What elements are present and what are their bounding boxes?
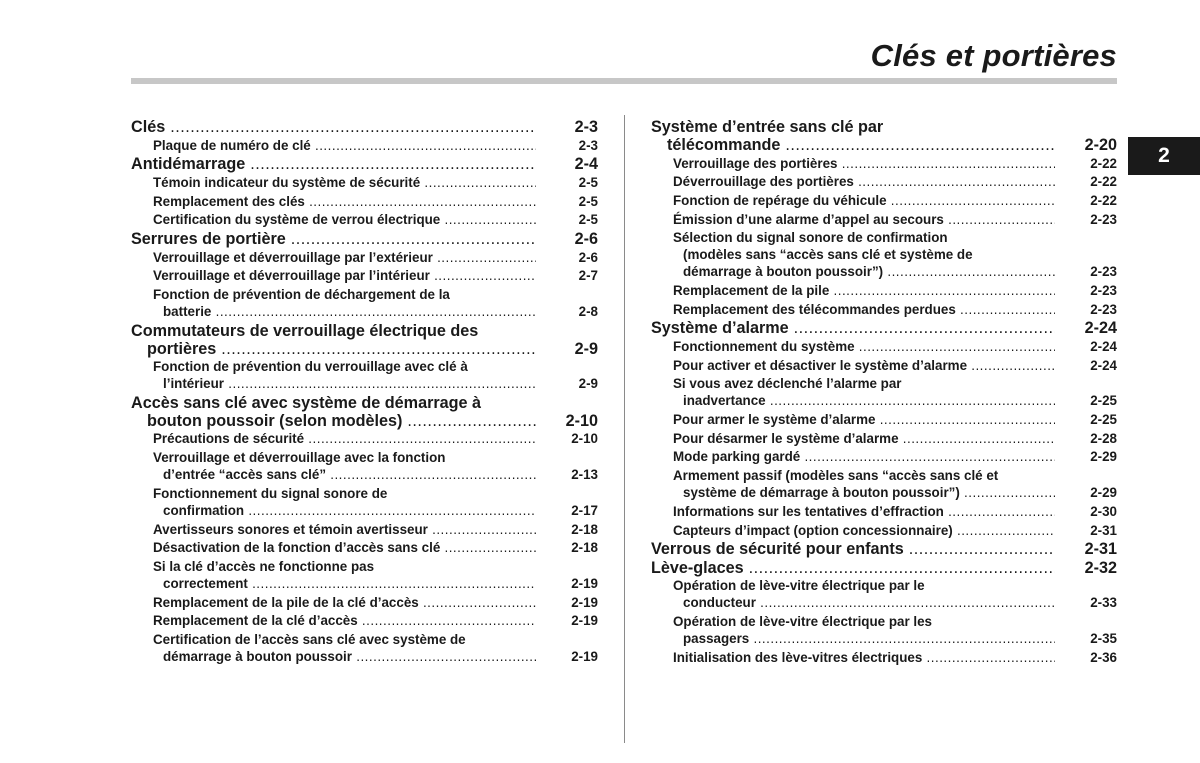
toc-entry-line: Système d’alarme ..... [651, 319, 1055, 337]
toc-section-entry[interactable] [651, 559, 1117, 577]
toc-entry-title [131, 322, 598, 358]
toc-entry-line: Avertisseurs sonores et témoin avertisseur ..... [153, 521, 536, 538]
toc-entry-line: système de démarrage à bouton poussoir”) ..... [673, 484, 1055, 501]
toc-entry-title [131, 155, 598, 173]
toc-entry-line: Verrouillage et déverrouillage par l’extérieur ..... [153, 249, 536, 266]
toc-entry-title [673, 467, 1117, 501]
toc-page-number: 2-25 [1090, 393, 1117, 409]
chapter-tab[interactable]: 2 [1128, 137, 1200, 175]
toc-entry-line: Remplacement de la clé d’accès ..... [153, 612, 536, 629]
toc-page-number: 2-20 [1084, 136, 1117, 154]
toc-subsection-entry[interactable] [673, 173, 1117, 190]
toc-entry-line: Fonction de prévention de déchargement de la [153, 286, 450, 302]
toc-entry-line: Commutateurs de verrouillage électrique des [131, 321, 479, 340]
toc-page-number: 2-32 [1084, 558, 1117, 577]
toc-page-number: 2-35 [1090, 631, 1117, 647]
toc-subsection-entry[interactable] [153, 430, 598, 447]
toc-page-number: 2-5 [578, 174, 598, 190]
toc-entry-line: Capteurs d’impact (option concessionnaire) ..... [673, 522, 1055, 539]
toc-entry-line: conducteur ..... [673, 594, 1055, 611]
toc-page-number: 2-24 [1090, 339, 1117, 354]
toc-page-number: 2-33 [1090, 595, 1117, 611]
toc-entry-line: Plaque de numéro de clé ..... [153, 137, 536, 154]
toc-subsection-entry[interactable] [153, 449, 598, 483]
toc-entry-title [673, 301, 1117, 318]
toc-entry-line: portières ..... [131, 340, 536, 358]
toc-page-number: 2-10 [565, 411, 598, 430]
toc-entry-line: Verrous de sécurité pour enfants ..... [651, 540, 1055, 558]
toc-entry-title [673, 155, 1117, 172]
toc-page-number: 2-3 [578, 137, 598, 153]
toc-page-number: 2-25 [1090, 412, 1117, 428]
toc-entry-line: Verrouillage et déverrouillage par l’intérieur ..... [153, 267, 536, 284]
toc-entry-line: passagers ..... [673, 630, 1055, 647]
toc-entry-line: Clés ..... [131, 118, 536, 136]
toc-entry-title [153, 594, 598, 611]
toc-page-number: 2-10 [571, 431, 598, 447]
toc-entry-title [673, 613, 1117, 647]
toc-entry-line: Émission d’une alarme d’appel au secours ..... [673, 211, 1055, 228]
toc-entry-title [673, 577, 1117, 611]
toc-entry-title [153, 211, 598, 228]
toc-entry-line: Initialisation des lève-vitres électriques ..... [673, 649, 1055, 666]
toc-entry-title [131, 118, 598, 136]
toc-section-entry[interactable] [131, 155, 598, 173]
toc-page-number: 2-22 [1090, 192, 1117, 208]
toc-subsection-entry[interactable] [673, 375, 1117, 409]
toc-page-number: 2-9 [578, 376, 598, 392]
toc-right-column [651, 118, 1117, 667]
toc-entry-line: d’entrée “accès sans clé” ..... [153, 466, 536, 483]
toc-page-number: 2-7 [578, 268, 598, 284]
toc-entry-line: Accès sans clé avec système de démarrage à [131, 393, 482, 412]
toc-entry-line: Fonctionnement du système ..... [673, 338, 1055, 355]
toc-page-number: 2-9 [574, 339, 598, 358]
toc-entry-line: Certification de l’accès sans clé avec système de [153, 631, 466, 647]
toc-entry-title [153, 612, 598, 629]
toc-page-number: 2-23 [1090, 283, 1117, 299]
toc-entry-title [673, 522, 1117, 539]
toc-entry-title [153, 631, 598, 665]
toc-page-number: 2-5 [578, 193, 598, 209]
toc-page-number: 2-18 [571, 540, 598, 556]
toc-entry-title [131, 230, 598, 248]
toc-entry-title [153, 249, 598, 266]
toc-entry-line: (modèles sans “accès sans clé et système de [683, 247, 973, 263]
toc-entry-line: Armement passif (modèles sans “accès sans clé et [673, 468, 999, 484]
toc-entry-line: batterie ..... [153, 303, 536, 320]
toc-page-number: 2-6 [578, 249, 598, 265]
toc-entry-title [673, 375, 1117, 409]
toc-subsection-entry[interactable] [153, 174, 598, 191]
toc-subsection-entry[interactable] [673, 211, 1117, 228]
toc-entry-title [153, 449, 598, 483]
toc-subsection-entry[interactable] [153, 485, 598, 519]
toc-subsection-entry[interactable] [153, 358, 598, 392]
toc-page-number: 2-36 [1090, 649, 1117, 665]
toc-entry-line: Remplacement des clés ..... [153, 193, 536, 210]
toc-entry-title [651, 319, 1117, 337]
toc-entry-title [673, 173, 1117, 190]
toc-subsection-entry[interactable] [673, 430, 1117, 447]
toc-entry-title [673, 282, 1117, 299]
toc-page-number: 2-22 [1090, 174, 1117, 190]
toc-entry-line: Verrouillage et déverrouillage avec la fonction [153, 450, 446, 466]
toc-section-entry[interactable] [651, 319, 1117, 337]
toc-entry-line: Opération de lève-vitre électrique par le [673, 578, 925, 594]
toc-subsection-entry[interactable] [153, 193, 598, 210]
toc-entry-title [673, 192, 1117, 209]
toc-entry-line: Antidémarrage ..... [131, 155, 536, 173]
toc-entry-line: Fonctionnement du signal sonore de [153, 485, 388, 501]
toc-subsection-entry[interactable] [673, 229, 1117, 280]
toc-entry-line: Serrures de portière ..... [131, 230, 536, 248]
toc-page-number: 2-17 [571, 502, 598, 518]
toc-entry-line: Si la clé d’accès ne fonctionne pas [153, 558, 375, 574]
toc-entry-title [673, 503, 1117, 520]
toc-entry-line: Informations sur les tentatives d’effraction ..... [673, 503, 1055, 520]
toc-section-entry[interactable] [651, 540, 1117, 558]
toc-entry-title [153, 539, 598, 556]
toc-entry-line: l’intérieur ..... [153, 375, 536, 392]
toc-entry-line: Remplacement de la pile ..... [673, 282, 1055, 299]
toc-page-number: 2-5 [578, 212, 598, 228]
toc-entry-line: Pour armer le système d’alarme ..... [673, 411, 1055, 428]
toc-page-number: 2-4 [574, 155, 598, 174]
toc-subsection-entry[interactable] [153, 631, 598, 665]
toc-page-number: 2-18 [571, 521, 598, 537]
toc-entry-title [673, 430, 1117, 447]
toc-subsection-entry[interactable] [153, 558, 598, 592]
toc-page-number: 2-24 [1090, 357, 1117, 373]
toc-entry-line: inadvertance ..... [673, 392, 1055, 409]
toc-page-number: 2-19 [571, 575, 598, 591]
toc-entry-line: correctement ..... [153, 575, 536, 592]
toc-page-number: 2-22 [1090, 155, 1117, 171]
toc-entry-title [673, 357, 1117, 374]
toc-subsection-entry[interactable] [673, 649, 1117, 666]
toc-subsection-entry[interactable] [673, 155, 1117, 172]
toc-entry-title [673, 338, 1117, 355]
toc-entry-line: Sélection du signal sonore de confirmation [673, 230, 948, 246]
toc-entry-title [673, 229, 1117, 280]
toc-page-number: 2-24 [1084, 319, 1117, 338]
toc-subsection-entry[interactable] [673, 613, 1117, 647]
toc-entry-title [153, 521, 598, 538]
toc-entry-line: confirmation ..... [153, 502, 536, 519]
toc-page-number: 2-23 [1090, 301, 1117, 317]
toc-section-entry[interactable] [131, 322, 598, 358]
toc-page-number: 2-23 [1090, 264, 1117, 280]
toc-entry-line: Fonction de repérage du véhicule ..... [673, 192, 1055, 209]
toc-subsection-entry[interactable] [153, 539, 598, 556]
toc-entry-title [153, 267, 598, 284]
toc-section-entry[interactable] [131, 230, 598, 248]
toc-entry-title [673, 411, 1117, 428]
toc-entry-line: Lève-glaces ..... [651, 559, 1055, 577]
toc-subsection-entry[interactable] [153, 521, 598, 538]
toc-subsection-entry[interactable] [673, 467, 1117, 501]
toc-page-number: 2-8 [578, 303, 598, 319]
toc-subsection-entry[interactable] [153, 286, 598, 320]
toc-subsection-entry[interactable] [673, 503, 1117, 520]
toc-subsection-entry[interactable] [153, 249, 598, 266]
toc-entry-line: Déverrouillage des portières ..... [673, 173, 1055, 190]
toc-page-number: 2-23 [1090, 211, 1117, 227]
toc-entry-title [153, 358, 598, 392]
toc-page-number: 2-31 [1090, 522, 1117, 538]
toc-entry-title [153, 193, 598, 210]
toc-entry-line: Certification du système de verrou électrique ..... [153, 211, 536, 228]
column-divider [624, 115, 625, 743]
toc-entry-line: télécommande ..... [651, 136, 1055, 154]
title-rule [131, 78, 1117, 84]
toc-entry-title [651, 559, 1117, 577]
toc-entry-line: Opération de lève-vitre électrique par les [673, 614, 932, 630]
toc-entry-line: Mode parking gardé ..... [673, 448, 1055, 465]
toc-subsection-entry[interactable] [153, 594, 598, 611]
toc-subsection-entry[interactable] [153, 137, 598, 154]
toc-subsection-entry[interactable] [153, 211, 598, 228]
toc-subsection-entry[interactable] [673, 282, 1117, 299]
toc-subsection-entry[interactable] [153, 267, 598, 284]
toc-entry-title [131, 394, 598, 430]
toc-entry-title [673, 448, 1117, 465]
toc-entry-line: Précautions de sécurité ..... [153, 430, 536, 447]
toc-page-number: 2-19 [571, 648, 598, 664]
toc-subsection-entry[interactable] [673, 411, 1117, 428]
toc-entry-line: Remplacement des télécommandes perdues ..... [673, 301, 1055, 318]
toc-page-number: 2-6 [574, 229, 598, 248]
toc-entry-line: Fonction de prévention du verrouillage avec clé à [153, 359, 468, 375]
page-title: Clés et portières [870, 38, 1117, 73]
toc-subsection-entry[interactable] [673, 338, 1117, 355]
toc-entry-line: Si vous avez déclenché l’alarme par [673, 376, 902, 392]
toc-entry-title [153, 286, 598, 320]
toc-entry-line: Désactivation de la fonction d’accès sans clé ..... [153, 539, 536, 556]
toc-entry-line: Témoin indicateur du système de sécurité ..... [153, 174, 536, 191]
toc-section-entry[interactable] [131, 118, 598, 136]
toc-entry-line: Système d’entrée sans clé par [651, 118, 884, 136]
toc-subsection-entry[interactable] [673, 522, 1117, 539]
toc-left-column [131, 118, 598, 667]
toc-page-number: 2-31 [1084, 540, 1117, 559]
toc-page-number: 2-29 [1090, 449, 1117, 465]
toc-subsection-entry[interactable] [673, 192, 1117, 209]
toc-entry-line: démarrage à bouton poussoir”) ..... [673, 263, 1055, 280]
toc-subsection-entry[interactable] [673, 577, 1117, 611]
toc-entry-title [673, 211, 1117, 228]
toc-subsection-entry[interactable] [153, 612, 598, 629]
toc-subsection-entry[interactable] [673, 301, 1117, 318]
toc-entry-line: Pour activer et désactiver le système d’alarme ..... [673, 357, 1055, 374]
toc-entry-line: démarrage à bouton poussoir ..... [153, 648, 536, 665]
toc-page-number: 2-3 [574, 118, 598, 136]
toc-entry-title [651, 540, 1117, 558]
toc-subsection-entry[interactable] [673, 357, 1117, 374]
toc-entry-title [153, 137, 598, 154]
toc-entry-title [153, 485, 598, 519]
toc-section-entry[interactable] [131, 394, 598, 430]
toc-entry-line: Pour désarmer le système d’alarme ..... [673, 430, 1055, 447]
toc-section-entry[interactable] [651, 118, 1117, 154]
toc-entry-line: Remplacement de la pile de la clé d’accès ..... [153, 594, 536, 611]
toc-subsection-entry[interactable] [673, 448, 1117, 465]
toc-entry-title [153, 558, 598, 592]
toc-page-number: 2-30 [1090, 503, 1117, 519]
toc-page-number: 2-19 [571, 613, 598, 629]
toc-entry-line: bouton poussoir (selon modèles) ..... [131, 412, 536, 430]
toc-page-number: 2-13 [571, 467, 598, 483]
toc-entry-title [651, 118, 1117, 154]
toc-entry-title [153, 430, 598, 447]
toc-page-number: 2-19 [571, 594, 598, 610]
toc-page-number: 2-29 [1090, 485, 1117, 501]
toc-page-number: 2-28 [1090, 430, 1117, 446]
toc-entry-title [673, 649, 1117, 666]
toc-entry-line: Verrouillage des portières ..... [673, 155, 1055, 172]
toc-entry-title [153, 174, 598, 191]
